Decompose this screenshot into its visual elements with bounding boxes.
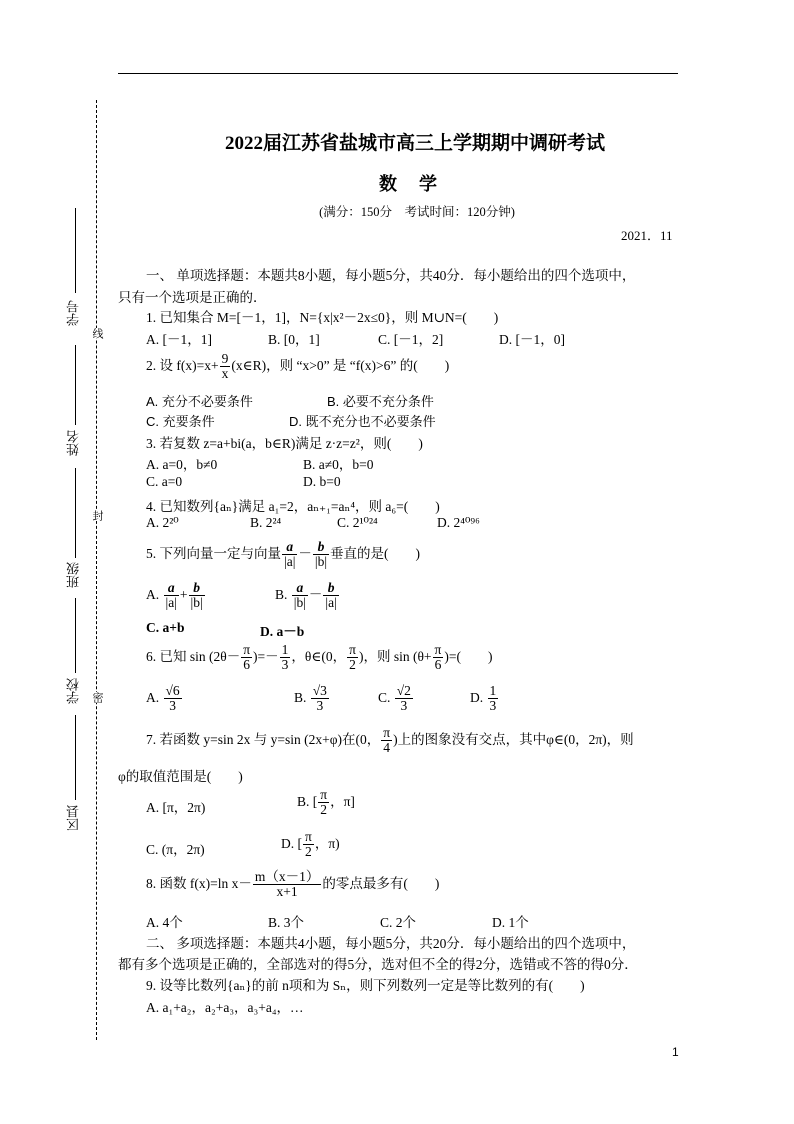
district-blank bbox=[75, 715, 76, 800]
q8-option-a: A. 4个 bbox=[146, 915, 183, 930]
student-id-blank bbox=[75, 208, 76, 293]
section1-intro-line2: 只有一个选项是正确的． bbox=[118, 290, 267, 305]
q1-stem: 1. 已知集合 M=[－1，1]，N={x|x²－2x≤0}，则 M∪N=( ) bbox=[146, 310, 499, 325]
q7-option-d: D. [ $\frac{\pi}{2}$ ，π) bbox=[281, 829, 340, 860]
q2-fraction: $\frac{9}{x}$ bbox=[221, 351, 229, 382]
q6-option-a: A. $\frac{√6}{3}$ bbox=[146, 683, 180, 714]
q2-option-c: C. 充要条件 bbox=[146, 414, 215, 429]
class-blank bbox=[75, 468, 76, 558]
binding-dashed-line bbox=[96, 100, 97, 1040]
q4-option-a: A. 2²⁰ bbox=[146, 515, 179, 530]
q8-stem: 8. 函数 f(x)=ln x－ $\frac{m(x-1)}{x+1}$ 的零点最多有( ) bbox=[146, 869, 440, 900]
q8-option-d: D. 1个 bbox=[492, 915, 529, 930]
section2-intro-line2: 都有多个选项是正确的，全部选对的得5分，选对但不全的得2分，选错或不答的得0分． bbox=[118, 957, 638, 972]
q7-stem: 7. 若函数 y=sin 2x 与 y=sin (2x+φ)在(0， $\frac{\pi}{4}$ )上的图象没有交点，其中φ∈(0，2π)，则 bbox=[146, 725, 634, 756]
q2-stem: 2. 设 f(x)=x+ $\frac{9}{x}$ (x∈R)，则 “x>0” 是 “f(x)>6” 的( ) bbox=[146, 351, 450, 382]
q3-option-a: A. a=0，b≠0 bbox=[146, 457, 218, 472]
q1-option-b: B. [0，1] bbox=[268, 332, 320, 347]
q4-stem: 4. 已知数列{aₙ}满足 a₁=2，aₙ₊₁=aₙ⁴，则 a₆=( ) bbox=[146, 499, 440, 514]
q1-option-a: A. [－1，1] bbox=[146, 332, 212, 347]
page-number: 1 bbox=[672, 1045, 679, 1059]
q7-option-b: B. [ $\frac{\pi}{2}$ ，π] bbox=[297, 787, 355, 818]
section2-intro-line1: 二、 多项选择题：本题共4小题，每小题5分，共20分．每小题给出的四个选项中， bbox=[146, 936, 636, 951]
q3-stem: 3. 若复数 z=a+bi(a，b∈R)满足 z·z=z²，则( ) bbox=[146, 436, 423, 451]
q2-option-b: B. 必要不充分条件 bbox=[327, 394, 434, 409]
school-blank bbox=[75, 598, 76, 673]
q2-option-a: A. 充分不必要条件 bbox=[146, 394, 253, 409]
q4-option-c: C. 2¹⁰²⁴ bbox=[337, 515, 378, 530]
name-blank-top bbox=[75, 345, 76, 425]
q9-stem: 9. 设等比数列{aₙ}的前 n项和为 Sₙ，则下列数列一定是等比数列的有( ) bbox=[146, 978, 585, 993]
exam-info: (满分：150分 考试时间：120分钟) bbox=[319, 205, 515, 219]
q8-option-b: B. 3个 bbox=[268, 915, 305, 930]
q4-option-b: B. 2²⁴ bbox=[250, 515, 282, 530]
q4-option-d: D. 2⁴⁰⁹⁶ bbox=[437, 515, 480, 530]
q6-option-c: C. $\frac{√2}{3}$ bbox=[378, 683, 411, 714]
q5-option-d: D. a－b bbox=[260, 624, 305, 639]
q7-option-a: A. [π，2π) bbox=[146, 800, 206, 815]
exam-title: 2022届江苏省盐城市高三上学期期中调研考试 bbox=[224, 133, 605, 154]
school-label: 学校 bbox=[66, 678, 81, 704]
q3-option-d: D. b=0 bbox=[303, 474, 341, 489]
class-label: 班级 bbox=[66, 562, 81, 588]
q5-stem: 5. 下列向量一定与向量 $\frac{a}{|a|}$ － $\frac{b}{|b|}$ 垂直的是( ) bbox=[146, 539, 421, 570]
q7-stem-line2: φ的取值范围是( ) bbox=[118, 769, 243, 784]
q6-option-b: B. $\frac{√3}{3}$ bbox=[294, 683, 327, 714]
cut-mark-line: 线 bbox=[91, 328, 103, 339]
district-label: 区县 bbox=[66, 805, 81, 831]
q1-option-d: D. [－1，0] bbox=[499, 332, 565, 347]
q6-option-d: D. $\frac{1}{3}$ bbox=[470, 683, 497, 714]
q8-option-c: C. 2个 bbox=[380, 915, 417, 930]
header-rule bbox=[118, 73, 678, 74]
exam-date: 2021．11 bbox=[621, 228, 673, 243]
name-label: 姓名 bbox=[66, 430, 81, 456]
student-id-label: 学号 bbox=[66, 300, 81, 326]
subject-title: 数学 bbox=[379, 174, 459, 194]
section1-intro-line1: 一、 单项选择题：本题共8小题，每小题5分，共40分．每小题给出的四个选项中， bbox=[146, 268, 636, 283]
q3-option-b: B. a≠0，b=0 bbox=[303, 457, 374, 472]
q7-option-c: C. (π，2π) bbox=[146, 842, 205, 857]
q5-option-a: A. $\frac{a}{|a|}$ + $\frac{b}{|b|}$ bbox=[146, 580, 203, 611]
cut-mark-secret: 密 bbox=[91, 692, 103, 703]
q2-option-d: D. 既不充分也不必要条件 bbox=[289, 414, 436, 429]
q5-option-c: C. a+b bbox=[146, 620, 185, 635]
q3-option-c: C. a=0 bbox=[146, 474, 183, 489]
cut-mark-seal: 封 bbox=[91, 510, 103, 521]
q6-stem: 6. 已知 sin (2θ－ $\frac{\pi}{6}$ )=－ $\frac{1}{3}$ ，θ∈(0， $\frac{\pi}{2}$ )，则 sin (θ+ $\frac{\pi}{6}$ )=( ) bbox=[146, 642, 493, 673]
q5-option-b: B. $\frac{a}{|b|}$ － $\frac{b}{|a|}$ bbox=[275, 580, 337, 611]
q1-option-c: C. [－1，2] bbox=[378, 332, 444, 347]
q9-option-a: A. a₁+a₂，a₂+a₃，a₃+a₄，… bbox=[146, 1000, 304, 1015]
